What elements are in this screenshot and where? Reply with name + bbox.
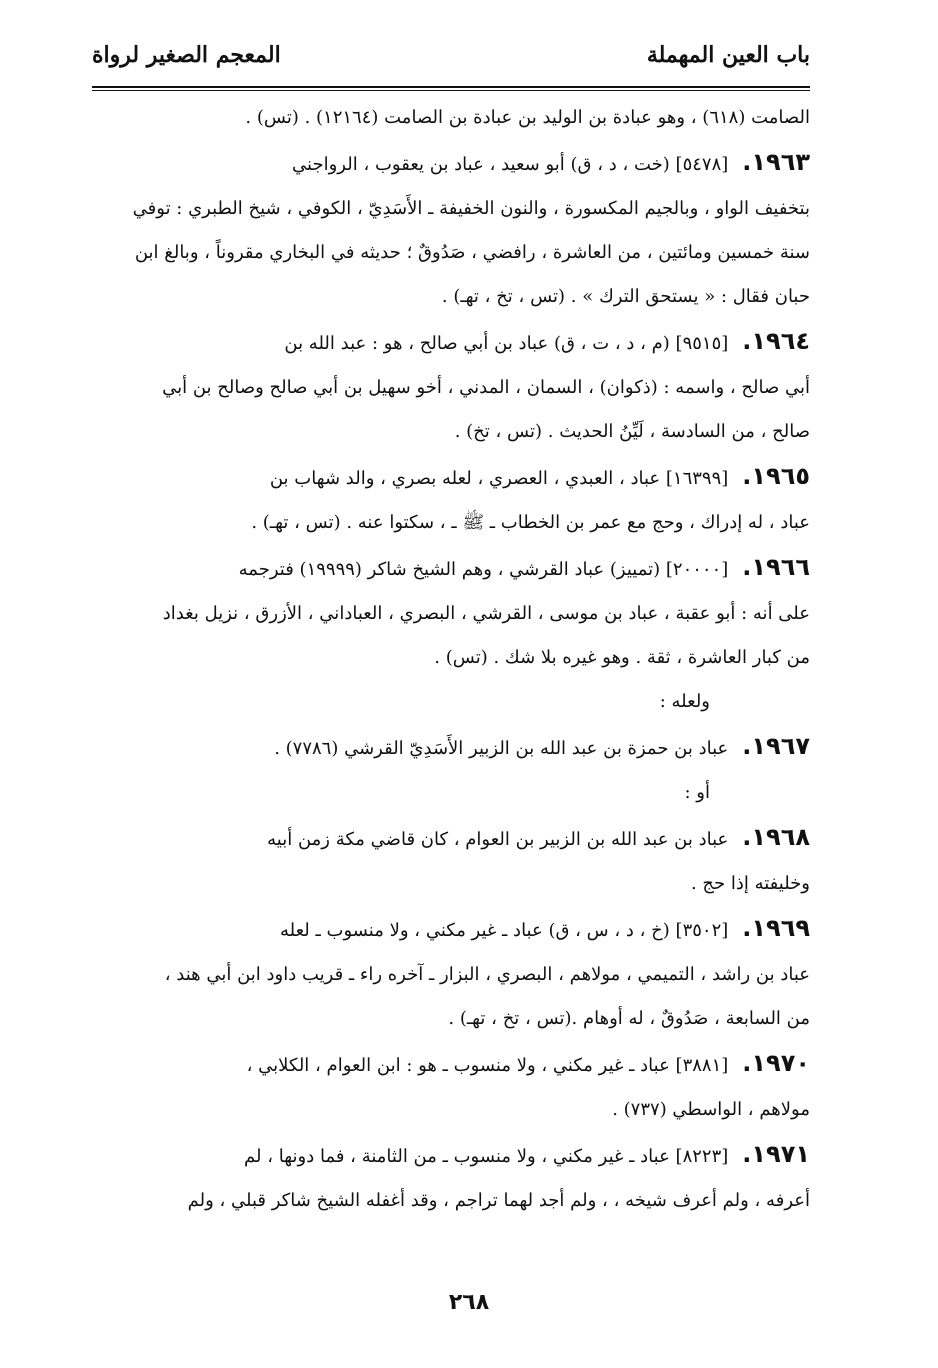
running-header <box>92 42 810 82</box>
text-line <box>92 771 810 815</box>
line-text: [٢٠٠٠٠] (تمييز) عباد القرشي ، وهم الشيخ شاكر (١٩٩٩٩) فترجمه <box>238 559 729 580</box>
line-text: من السابعة ، صَدُوقٌ ، له أوهام .(تس ، تخ ، تهـ) . <box>448 1008 810 1029</box>
text-line <box>92 592 810 636</box>
text-line <box>92 275 810 319</box>
entry-first-line <box>92 1132 810 1179</box>
text-line <box>92 680 810 724</box>
line-text: عباد ، له إدراك ، وحج مع عمر بن الخطاب ـ ﷺ ـ ، سكتوا عنه . (تس ، تهـ) . <box>251 512 810 533</box>
text-line <box>92 187 810 231</box>
line-text: سنة خمسين ومائتين ، من العاشرة ، رافضي ، صَدُوقٌ ؛ حديثه في البخاري مقروناً ، وبالغ ابن <box>134 242 810 263</box>
page-number: ٢٦٨ <box>448 1290 490 1315</box>
entry-number: ١٩٦٤. <box>742 327 810 355</box>
entry-first-line <box>92 454 810 501</box>
text-line <box>92 96 810 140</box>
entry-number: ١٩٦٨. <box>742 823 810 851</box>
text-line <box>92 1088 810 1132</box>
entry-first-line <box>92 906 810 953</box>
line-text: عباد بن راشد ، التميمي ، مولاهم ، البصري ، البزار ـ آخره راء ـ قريب داود ابن أبي هند ، <box>164 964 810 985</box>
text-line <box>92 410 810 454</box>
entry-first-line <box>92 815 810 862</box>
chapter-title: باب العين المهملة <box>646 42 810 68</box>
entry-number: ١٩٦٣. <box>742 148 810 176</box>
line-text: [٣٨٨١] عباد ـ غير مكني ، ولا منسوب ـ هو : ابن العوام ، الكلابي ، <box>246 1055 729 1076</box>
line-text: أبي صالح ، واسمه : (ذكوان) ، السمان ، المدني ، أخو سهيل بن أبي صالح وصالح بن أبي <box>162 377 810 398</box>
entry-number: ١٩٦٩. <box>742 914 810 942</box>
entry-number: ١٩٦٥. <box>742 462 810 490</box>
entry-number: ١٩٧١. <box>742 1140 810 1168</box>
book-title: المعجم الصغير لرواة <box>92 42 281 68</box>
line-text: [٩٥١٥] (م ، د ، ت ، ق) عباد بن أبي صالح ، هو : عبد الله بن <box>284 333 729 354</box>
text-line <box>92 1179 810 1223</box>
entry-first-line <box>92 724 810 771</box>
line-text: حبان فقال : « يستحق الترك » . (تس ، تخ ، تهـ) . <box>441 286 810 307</box>
entry-number: ١٩٦٦. <box>742 553 810 581</box>
line-text: مولاهم ، الواسطي (٧٣٧) . <box>612 1099 810 1120</box>
line-text: أعرفه ، ولم أعرف شيخه ، ، ولم أجد لهما تراجم ، وقد أغفله الشيخ شاكر قبلي ، ولم <box>187 1190 810 1211</box>
entry-first-line <box>92 1041 810 1088</box>
header-rule-thin <box>92 90 810 91</box>
text-line <box>92 231 810 275</box>
line-text: [٨٢٢٣] عباد ـ غير مكني ، ولا منسوب ـ من الثامنة ، فما دونها ، لم <box>244 1146 729 1167</box>
entry-first-line <box>92 545 810 592</box>
text-line <box>92 953 810 997</box>
text-line <box>92 366 810 410</box>
entry-first-line <box>92 319 810 366</box>
line-text: الصامت (٦١٨) ، وهو عبادة بن الوليد بن عبادة بن الصامت (١٢١٦٤) . (تس) . <box>245 107 810 128</box>
line-text: أو : <box>684 782 710 803</box>
line-text: بتخفيف الواو ، وبالجيم المكسورة ، والنون الخفيفة ـ الأَسَدِيّ ، الكوفي ، شيخ الطبري : توفي <box>132 198 810 219</box>
entry-number: ١٩٦٧. <box>742 732 810 760</box>
line-text: من كبار العاشرة ، ثقة . وهو غيره بلا شك . (تس) . <box>434 647 810 668</box>
line-text: ولعله : <box>659 691 710 712</box>
line-text: [٣٥٠٢] (خ ، د ، س ، ق) عباد ـ غير مكني ، ولا منسوب ـ لعله <box>280 920 729 941</box>
line-text: [٥٤٧٨] (خت ، د ، ق) أبو سعيد ، عباد بن يعقوب ، الرواجني <box>292 154 729 175</box>
line-text: على أنه : أبو عقبة ، عباد بن موسى ، القرشي ، البصري ، العباداني ، الأزرق ، نزيل بغداد <box>162 603 810 624</box>
entry-first-line <box>92 140 810 187</box>
line-text: عباد بن عبد الله بن الزبير بن العوام ، كان قاضي مكة زمن أبيه <box>267 829 729 850</box>
text-line <box>92 636 810 680</box>
header-rule <box>92 86 810 88</box>
line-text: صالح ، من السادسة ، لَيِّنُ الحديث . (تس ، تخ) . <box>454 421 810 442</box>
line-text: [١٦٣٩٩] عباد ، العبدي ، العصري ، لعله بصري ، والد شهاب بن <box>269 468 729 489</box>
text-line <box>92 862 810 906</box>
body-text <box>92 96 810 1223</box>
text-line <box>92 501 810 545</box>
line-text: عباد بن حمزة بن عبد الله بن الزبير الأَسَدِيّ القرشي (٧٧٨٦) . <box>274 738 729 759</box>
text-line <box>92 997 810 1041</box>
line-text: وخليفته إذا حج . <box>690 873 810 894</box>
entry-number: ١٩٧٠. <box>742 1049 810 1077</box>
